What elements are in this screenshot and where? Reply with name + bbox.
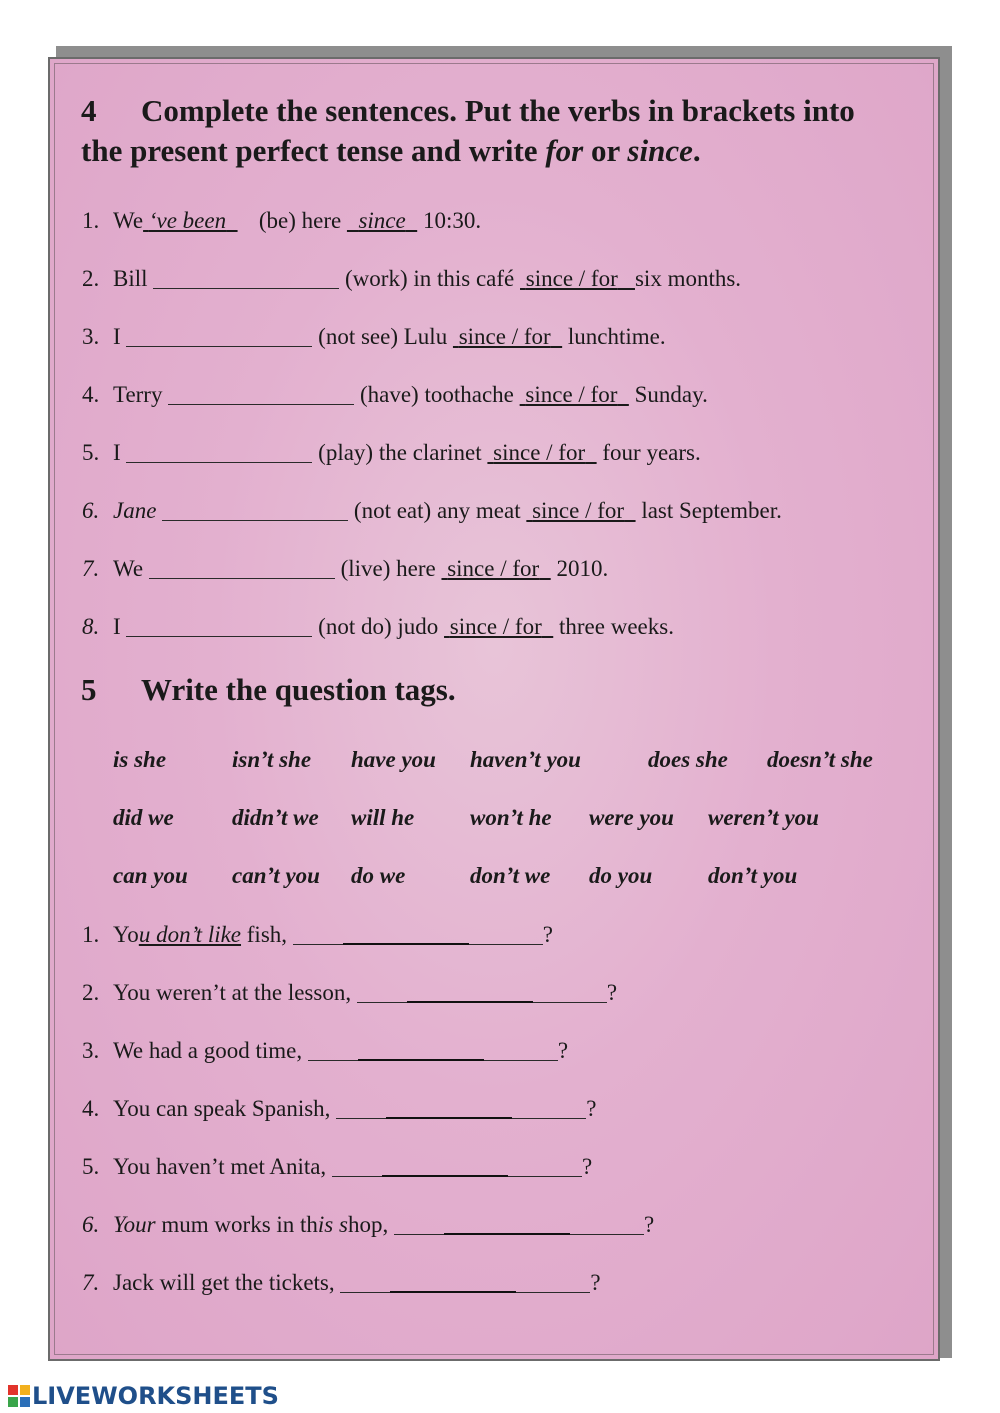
liveworksheets-logo[interactable] — [8, 1381, 279, 1411]
ex4-choice-8[interactable]: since / for — [449, 614, 542, 639]
tag-word[interactable]: didn’t we — [232, 805, 319, 830]
ex4-item-2: 2. Bill (work) in this café since / for six months. — [82, 266, 742, 291]
ex4-item-3: 3. I (not see) Lulu since / for lunchtime. — [82, 324, 666, 349]
ex5-question-2: 2. You weren’t at the lesson, ? — [82, 980, 618, 1005]
tag-word[interactable]: does she — [648, 747, 728, 772]
ex4-blank-7[interactable] — [149, 556, 335, 579]
exercise4-number: 4 — [81, 93, 97, 128]
tag-word[interactable]: will he — [351, 805, 415, 830]
tag-word[interactable]: won’t he — [470, 805, 552, 830]
ex4-item-4: 4. Terry (have) toothache since / for Sunday. — [82, 382, 708, 407]
ex5-tag-blank-1[interactable] — [293, 922, 543, 945]
exercise5-title: 5 Write the question tags. — [81, 670, 456, 710]
ex5-question-4: 4. You can speak Spanish, ? — [82, 1096, 597, 1121]
tag-word[interactable]: isn’t she — [232, 747, 312, 772]
ex4-choice-3[interactable]: since / for — [458, 324, 551, 349]
tag-word[interactable]: don’t we — [470, 863, 551, 888]
ex5-question-3: 3. We had a good time, ? — [82, 1038, 569, 1063]
logo-grid-icon — [8, 1385, 30, 1407]
tag-word[interactable]: weren’t you — [708, 805, 819, 830]
logo-text: LIVEWORKSHEETS — [32, 1382, 279, 1410]
ex4-blank-6[interactable] — [162, 498, 348, 521]
tag-word[interactable]: doesn’t she — [767, 747, 873, 772]
tag-word[interactable]: do you — [589, 863, 653, 888]
ex5-question-6: 6. Your mum works in this shop, ? — [82, 1212, 655, 1237]
ex5-question-5: 5. You haven’t met Anita, ? — [82, 1154, 593, 1179]
ex5-tag-blank-7[interactable] — [340, 1270, 590, 1293]
ex5-question-1: 1. You don’t like fish, ? — [82, 922, 553, 947]
ex5-question-7: 7. Jack will get the tickets, ? — [82, 1270, 601, 1295]
ex4-choice-1[interactable]: since — [358, 208, 406, 233]
ex5-tag-blank-4[interactable] — [336, 1096, 586, 1119]
ex4-item-6: 6. Jane (not eat) any meat since / for last September. — [82, 498, 782, 523]
ex5-tag-blank-6[interactable] — [394, 1212, 644, 1235]
ex4-blank-8[interactable] — [126, 614, 312, 637]
ex4-item-7: 7. We (live) here since / for 2010. — [82, 556, 609, 581]
ex4-answer-1[interactable]: ‘ve been — [148, 208, 227, 233]
ex4-choice-7[interactable]: since / for — [447, 556, 540, 581]
ex4-choice-2[interactable]: since / for — [525, 266, 618, 291]
ex4-blank-3[interactable] — [126, 324, 312, 347]
ex4-item-8: 8. I (not do) judo since / for three weeks. — [82, 614, 674, 639]
tag-word[interactable]: is she — [113, 747, 167, 772]
ex4-item-5: 5. I (play) the clarinet since / for four years. — [82, 440, 701, 465]
ex4-choice-6[interactable]: since / for — [532, 498, 625, 523]
ex5-tag-blank-3[interactable] — [308, 1038, 558, 1061]
ex5-tag-blank-2[interactable] — [357, 980, 607, 1003]
tag-word[interactable]: did we — [113, 805, 174, 830]
tag-word[interactable]: do we — [351, 863, 406, 888]
tag-word[interactable]: can you — [113, 863, 188, 888]
tag-word[interactable]: have you — [351, 747, 436, 772]
exercise4-title-line1: 4 Complete the sentences. Put the verbs in brackets into — [81, 91, 855, 131]
exercise4-title-line2: the present perfect tense and write for or since. — [81, 133, 701, 168]
tag-word[interactable]: were you — [589, 805, 674, 830]
ex4-blank-5[interactable] — [126, 440, 312, 463]
ex4-choice-4[interactable]: since / for — [525, 382, 618, 407]
exercise5-number: 5 — [81, 672, 97, 707]
ex4-blank-2[interactable] — [153, 266, 339, 289]
tag-word[interactable]: don’t you — [708, 863, 798, 888]
ex4-blank-4[interactable] — [168, 382, 354, 405]
ex4-choice-5[interactable]: since / for — [493, 440, 586, 465]
tag-word[interactable]: can’t you — [232, 863, 320, 888]
ex5-tag-blank-5[interactable] — [332, 1154, 582, 1177]
tag-word[interactable]: haven’t you — [470, 747, 581, 772]
ex4-item-1: 1. We ‘ve been (be) here since 10:30. — [82, 206, 481, 236]
